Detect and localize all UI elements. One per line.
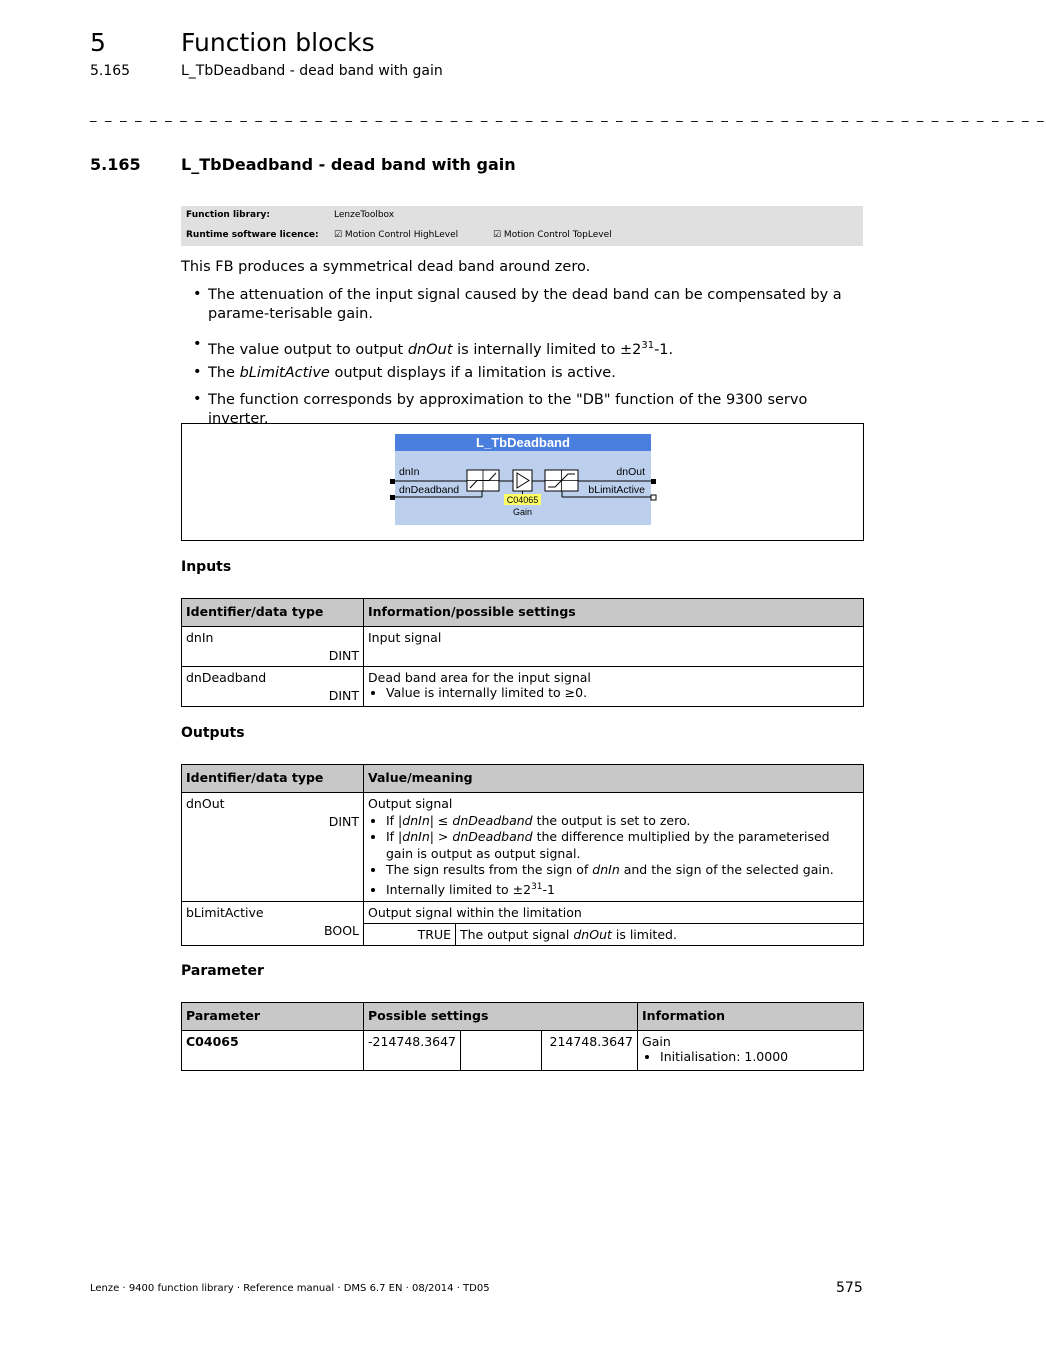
inputs-table (181, 598, 864, 707)
library-label: Function library: (186, 210, 270, 220)
library-info-box (181, 206, 863, 246)
column-header: Information (638, 1003, 864, 1031)
label-dnIn: dnIn (399, 466, 420, 478)
info-cell: Output signal within the limitation (364, 902, 864, 924)
section-title: L_TbDeadband - dead band with gain (181, 63, 443, 79)
block-title: L_TbDeadband (476, 435, 570, 450)
info-cell: Input signal (364, 627, 864, 667)
column-header: Parameter (182, 1003, 364, 1031)
section-number: 5.165 (90, 63, 131, 79)
limiter-symbol-icon (545, 470, 578, 491)
table-row (182, 1031, 864, 1071)
chapter-number: 5 (90, 28, 106, 57)
footer-text: Lenze · 9400 function library · Reference manual · DMS 6.7 EN · 08/2014 · TD05 (90, 1283, 490, 1294)
function-block-diagram (182, 424, 863, 540)
port-dnIn (390, 479, 395, 484)
port-dnDeadband (390, 495, 395, 500)
page-number: 575 (836, 1280, 863, 1296)
label-dnOut: dnOut (616, 466, 645, 478)
table-row (182, 627, 864, 667)
param-label: Gain (512, 507, 533, 517)
label-bLimitActive: bLimitActive (588, 484, 645, 496)
label-dnDeadband: dnDeadband (399, 484, 460, 496)
identifier-cell: dnIn DINT (182, 627, 364, 667)
licence-label: Runtime software licence: (186, 230, 319, 240)
bullet-dot: • (193, 336, 202, 352)
identifier-cell: dnDeadband DINT (182, 667, 364, 707)
info-cell: Output signal • If |dnIn| ≤ dnDeadband the output is set to zero. • If |dnIn| > dnDeadband the difference multiplied by the parameterised gain is output as output signal. • The sign results from the sign of dnIn and the sign of the selected gain. • Internally limited to $\pm 2^{31}-1$ (364, 793, 864, 902)
bullet-dot: • (193, 391, 202, 407)
intro-text: This FB produces a symmetrical dead band around zero. (181, 259, 591, 275)
bullet-limit-active: The bLimitActive output displays if a limitation is active. (208, 365, 616, 381)
table-row (182, 793, 864, 902)
table-row (182, 667, 864, 707)
info-cell: Gain • Initialisation: 1.0000 (638, 1031, 864, 1071)
table-header-row (182, 765, 864, 793)
bullet-dot: • (193, 364, 202, 380)
inputs-heading: Inputs (181, 559, 232, 575)
port-bLimitActive (651, 495, 656, 500)
bullet-dot: • (193, 286, 202, 302)
table-row (182, 902, 864, 924)
licence-highlevel: ☑ Motion Control HighLevel (334, 230, 459, 240)
value-cell: TRUE (364, 924, 456, 946)
function-block-figure (181, 423, 864, 541)
port-dnOut (651, 479, 656, 484)
heading-title: L_TbDeadband - dead band with gain (181, 155, 516, 174)
outputs-heading: Outputs (181, 725, 245, 741)
bullet-9300-equivalent: The function corresponds by approximation to the "DB" function of the 9300 servo inverter. (208, 392, 808, 427)
outputs-table (181, 764, 864, 946)
column-header: Value/meaning (364, 765, 864, 793)
meaning-cell: The output signal dnOut is limited. (456, 924, 864, 946)
deadband-symbol-icon (467, 470, 499, 491)
column-header: Identifier/data type (182, 599, 364, 627)
licence-toplevel: ☑ Motion Control TopLevel (493, 230, 612, 240)
min-cell: -214748.3647 (364, 1031, 461, 1071)
header-separator: _ _ _ _ _ _ _ _ _ _ _ _ _ _ _ _ _ _ _ _ _ _ _ _ _ _ _ _ _ _ _ _ _ _ _ _ _ _ _ _ _ _ _ _ _ _ _ _ _ _ _ _ _ _ _ _ _ _ _ _ _ _ _ _ (90, 108, 1046, 123)
table-header-row (182, 599, 864, 627)
info-cell: Dead band area for the input signal • Value is internally limited to ≥0. (364, 667, 864, 707)
parameter-code-cell: C04065 (182, 1031, 364, 1071)
column-header: Identifier/data type (182, 765, 364, 793)
column-header: Possible settings (364, 1003, 638, 1031)
library-value: LenzeToolbox (334, 210, 395, 220)
identifier-cell: dnOut DINT (182, 793, 364, 902)
max-cell: 214748.3647 (542, 1031, 638, 1071)
bullet-output-limit: The value output to output dnOut is internally limited to $\pm 2^{31}-1$. (208, 340, 674, 358)
bullet-gain-compensation: The attenuation of the input signal caused by the dead band can be compensated by a parame-terisable gain. (208, 287, 842, 322)
identifier-cell: bLimitActive BOOL (182, 902, 364, 946)
table-header-row (182, 1003, 864, 1031)
parameter-heading: Parameter (181, 963, 264, 979)
heading-number: 5.165 (90, 155, 141, 174)
chapter-title: Function blocks (181, 28, 375, 57)
column-header: Information/possible settings (364, 599, 864, 627)
param-code: C04065 (506, 495, 539, 505)
gain-amplifier-icon (513, 470, 532, 491)
parameter-table (181, 1002, 864, 1071)
unit-cell (461, 1031, 542, 1071)
